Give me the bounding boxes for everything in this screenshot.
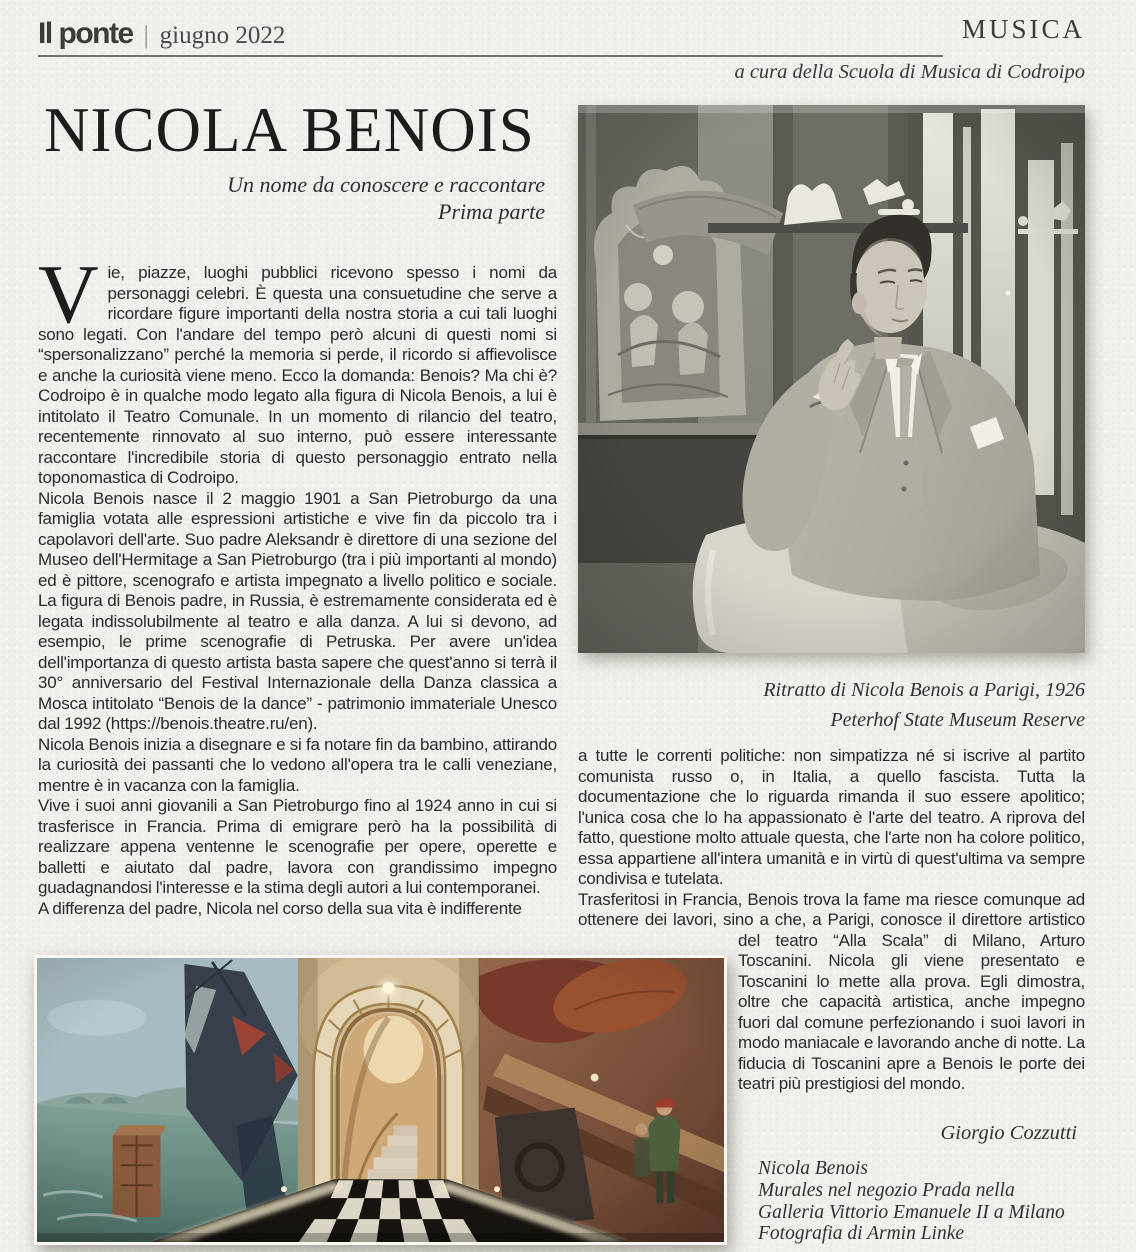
article-title: NICOLA BENOIS bbox=[44, 95, 535, 165]
murals-photo-illustration bbox=[37, 958, 724, 1242]
tagline: a cura della Scuola di Musica di Codroipo bbox=[734, 61, 1085, 83]
paragraph bbox=[38, 489, 557, 735]
byline: Giorgio Cozzutti bbox=[940, 1122, 1077, 1144]
paragraph bbox=[38, 735, 557, 797]
murals-caption-line-4: Fotografia di Armin Linke bbox=[758, 1223, 965, 1245]
paragraph bbox=[38, 248, 557, 489]
murals-caption-line-2: Murales nel negozio Prada nella bbox=[758, 1179, 1015, 1201]
paragraph-text: Nicola Benois nasce il 2 maggio 1901 a San Pietroburgo da una famiglia votata alle espressioni artistiche e vive fin da piccolo tra i capolavori dell'arte. Suo padre Aleksandr è direttore di una sezione del Museo dell'Hermitage a San Pietroburgo (tra i più importanti al mondo) ed è pittore, scenografo e artista impegnato a livello politico e sociale. La figura di Benois padre, in Russia, è estremamente considerata ed è legata indissolubilmente al teatro e alla danza. A lui si devono, ad esempio, le prime scenografie di Petruska. Per avere un'idea dell'importanza di questo artista basta sapere che quest'anno si terrà il 30° anniversario del Festival Internazionale della Danza classica a Mosca intitolato “Benois de la dance” - patrimonio immateriale Unesco dal 1992 (https://benois.theatre.ru/en). bbox=[38, 488, 557, 733]
paragraph-text: Trasferitosi in Francia, Benois trova la fame ma riesce comunque ad ottenere dei lavori, sino a che, a Parigi, conosce il direttore artistico del teatro “Alla Scala” di Milano, Arturo Toscanini. Nicola gli viene presentato e Toscanini lo mette alla prova. Egli dimostra, oltre che capacità artistica, anche impegno fuori dal comune perfezionando i suoi lavori in modo maniacale e lavorando anche di notte. La fiducia di Toscanini apre a Benois le porte dei teatri più prestigiosi del mondo. bbox=[578, 889, 1085, 1093]
paragraph-text: Nicola Benois inizia a disegnare e si fa notare fin da bambino, attirando la curiosità dei passanti che lo vedono all'opera tra le calli veneziane, mentre è in vacanza con la famiglia. bbox=[38, 734, 557, 795]
portrait-photo-illustration bbox=[578, 105, 1085, 653]
issue-date: giugno 2022 bbox=[159, 22, 286, 49]
drop-cap: V bbox=[38, 248, 99, 341]
portrait-caption bbox=[578, 675, 1085, 735]
masthead-logo: Il ponte bbox=[38, 17, 133, 50]
masthead-separator: | bbox=[143, 22, 149, 49]
murals-caption bbox=[758, 1158, 1065, 1245]
portrait-caption-line-2: Peterhof State Museum Reserve bbox=[830, 709, 1085, 731]
portrait-photo bbox=[578, 105, 1085, 653]
paragraph bbox=[578, 746, 1085, 890]
portrait-caption-line-1: Ritratto di Nicola Benois a Parigi, 1926 bbox=[763, 679, 1085, 701]
murals-caption-line-3: Galleria Vittorio Emanuele II a Milano bbox=[758, 1201, 1065, 1223]
section-label: MUSICA bbox=[961, 14, 1085, 44]
paragraph-text: Vive i suoi anni giovanili a San Pietroburgo fino al 1924 anno in cui si trasferisce in Francia. Prima di emigrare però ha la possibilità di realizzare appena ventenne le scenografie per opere, operette e balletti e aiutato dal padre, lavora con grandissimo impegno guadagnandosi l'interesse e la stima degli autori a lui contemporanei. bbox=[38, 796, 557, 897]
article-subtitle bbox=[38, 171, 545, 225]
paragraph-text: ie, piazze, luoghi pubblici ricevono spesso i nomi da personaggi celebri. È questa una consuetudine che serve a ricordare figure importanti della nostra storia a cui tali luoghi sono legati. Con l'andare del tempo però alcuni di questi nomi si “spersonalizzano” perché la memoria si perde, il ricordo si affievolisce e anche la curiosità viene meno. Ecco la domanda: Benois? Ma chi è? Codroipo è in qualche modo legato alla figura di Nicola Benois, a lui è intitolato il Teatro Comunale. In un momento di rilancio del teatro, recentemente rinnovato al suo interno, può essere interessante raccontare l'incredibile storia di questo personaggio entrato nella toponomastica di Codroipo. bbox=[38, 263, 557, 487]
paragraph-text: A differenza del padre, Nicola nel corso della sua vita è indifferente bbox=[38, 898, 522, 918]
masthead-rule bbox=[38, 55, 943, 57]
body-column-left bbox=[38, 248, 557, 919]
masthead bbox=[38, 17, 285, 51]
paragraph bbox=[38, 796, 557, 899]
murals-photo bbox=[34, 955, 727, 1245]
paragraph-text: a tutte le correnti politiche: non simpatizza né si iscrive al partito comunista russo o, in Italia, a quello fascista. Tutta la documentazione che lo riguarda rimanda il suo essere apolitico; l'unica cosa che lo ha appassionato è l'arte del teatro. A riprova del fatto, questione molto attuale questa, che l'arte non ha colore politico, essa appartiene all'intera umanità e in virtù di quest'ultima va sempre condivisa e tutelata. bbox=[578, 746, 1085, 888]
paragraph bbox=[38, 899, 557, 920]
subtitle-line-1: Un nome da conoscere e raccontare bbox=[227, 172, 545, 197]
murals-caption-line-1: Nicola Benois bbox=[758, 1158, 868, 1179]
subtitle-line-2: Prima parte bbox=[438, 199, 545, 224]
